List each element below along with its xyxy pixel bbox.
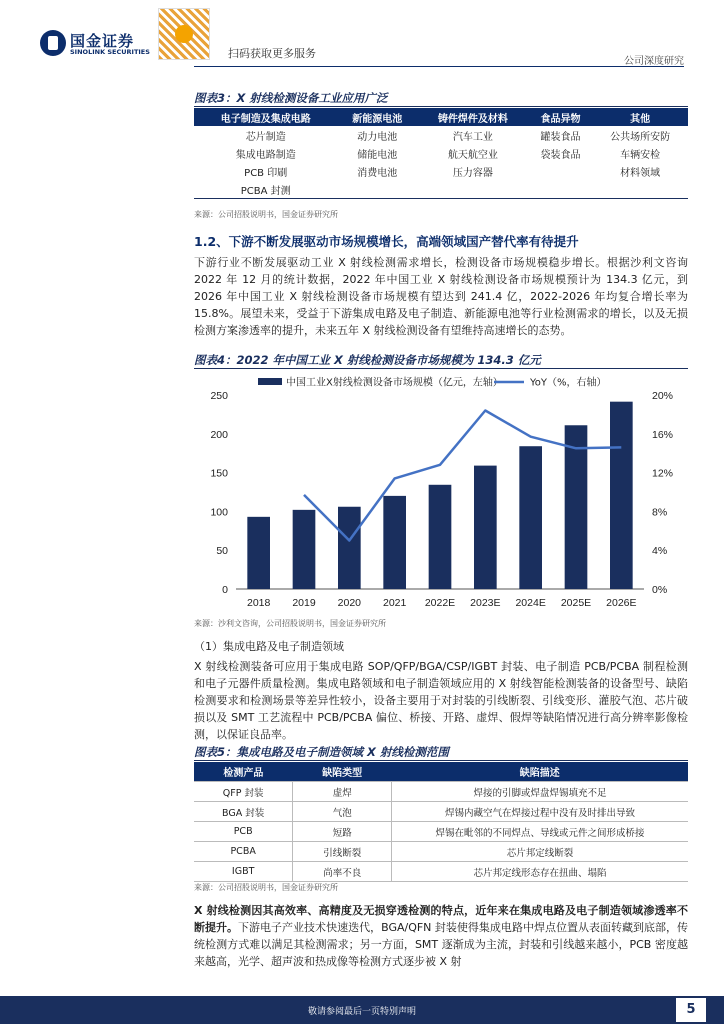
y-right-tick-label: 4% [652,545,668,558]
table-cell: 袋装食品 [540,149,581,161]
logo-english-name: SINOLINK SECURITIES [70,48,150,56]
table-header-cell: 电子制造及集成电路 [194,108,337,126]
table-cell: QFP 封装 [194,782,293,802]
table-row [194,162,688,180]
x-tick-label: 2021 [382,597,407,609]
x-tick-label: 2025E [560,597,592,609]
table-header-cell: 检测产品 [194,762,293,782]
table-cell: 压力容器 [452,167,493,179]
table-row [194,822,688,842]
table-cell: 虚焊 [293,782,392,802]
figure3-table [194,108,688,199]
bar [247,517,270,589]
bar [519,446,542,589]
table-cell: 芯片制造 [245,131,286,143]
figure3-source: 来源：公司招股说明书，国金证券研究所 [194,210,338,219]
bar [383,496,406,589]
table-cell: 尚率不良 [293,862,392,882]
x-tick-label: 2022E [424,597,456,609]
section-heading: 1.2、下游不断发展驱动市场规模增长，高端领域国产替代率有待提升 [194,234,579,249]
table-cell: IGBT [194,862,293,882]
table-cell: 气泡 [293,802,392,822]
subsection-heading: （1）集成电路及电子制造领域 [194,640,344,653]
table-cell: PCB [194,822,293,842]
table-cell: 材料领域 [620,167,661,179]
table-cell: 公共场所安防 [610,131,671,143]
closing-body: 下游电子产业技术快速迭代，BGA/QFN 封装使得集成电路中焊点位置从表面转藏到底部，传统检测方式难以满足其检测需求；另一方面，SMT 逐渐成为主流，封装和引线越来越小，PCB 密度越来越高，光学、超声波和热成像等检测方式逐步被 X 射 [194,921,689,968]
table-cell: 芯片邦定线形态存在扭曲、塌陷 [392,862,688,882]
table-header-cell: 食品异物 [529,108,593,126]
table-cell: 短路 [293,822,392,842]
figure5-table [194,762,688,882]
y-right-tick-label: 8% [652,506,668,519]
table-row [194,802,688,822]
qr-caption: 扫码获取更多服务 [228,47,316,60]
legend-bar-label: 中国工业X射线检测设备市场规模（亿元，左轴） [286,377,503,389]
table-cell: 动力电池 [357,131,398,143]
y-left-tick-label: 250 [210,390,228,402]
table-cell: 航天航空业 [447,149,498,161]
y-left-tick-label: 0 [222,584,228,596]
figure4-title: 图表4：2022 年中国工业 X 射线检测设备市场规模为 134.3 亿元 [194,353,541,367]
header-divider [194,66,684,67]
table-cell [417,180,529,199]
company-logo-icon [40,30,66,56]
closing-bold-lead: X 射线检测因其高效率、高精度及无损穿透检测的特点，近年来在集成电路及电子制造领域渗透率不断提升。 [194,904,688,934]
table-cell: 车辆安检 [620,149,661,161]
y-right-tick-label: 16% [652,428,674,441]
table-header-cell: 缺陷类型 [293,762,392,782]
table-cell: 储能电池 [357,149,398,161]
document-type: 公司深度研究 [624,56,684,67]
table-cell: PCBA [194,842,293,862]
figure5-source: 来源：公司招股说明书，国金证券研究所 [194,883,338,892]
bar [474,466,497,589]
y-left-tick-label: 50 [216,545,228,558]
table-cell: 芯片邦定线断裂 [392,842,688,862]
subsection-paragraph: X 射线检测装备可应用于集成电路 SOP/QFP/BGA/CSP/IGBT 封装、电子制造 PCB/PCBA 制程检测和电子元器件质量检测。集成电路领域和电子制造领域应用的 X 射线智能检测装备的设备型号、缺陷检测要求和检测场景等差异性较小，设备主要用于对封装的引线断裂、引线变形、灌胶气泡、芯片破损以及 SMT 工艺流程中 PCB/PCBA 偏位、桥接、开路、虚焊、假焊等缺陷情况进行高分辨率影像检测，以保证良品率。 [194,660,688,741]
table-cell: 引线断裂 [293,842,392,862]
table-cell: 罐装食品 [540,131,581,143]
closing-paragraph [194,902,688,970]
x-tick-label: 2024E [515,597,546,609]
figure3-title: 图表3：X 射线检测设备工业应用广泛 [194,91,388,105]
y-left-tick-label: 150 [210,467,228,480]
table-cell [529,162,593,180]
table-header-cell: 其他 [592,108,688,126]
table-header-cell: 铸件焊件及材料 [417,108,529,126]
table-header-cell: 缺陷描述 [392,762,688,782]
section-paragraph: 下游行业不断发展驱动工业 X 射线检测需求增长，检测设备市场规模稳步增长。根据沙利文咨询 2022 年 12 月的统计数据，2022 年中国工业 X 射线检测设备市场规模预计为 134.3 亿元，到 2026 年中国工业 X 射线检测设备市场规模有望达到 241.4 亿，2022-2026 年均复合增长率为 15.8%。展望未来，受益于下游集成电路及电子制造、新能源电池等行业检测需求的增长，以及无损检测方案渗透率的提升，未来五年 X 射线检测设备有望维持高速增长的态势。 [194,256,688,337]
x-tick-label: 2018 [246,597,271,609]
legend-bar-swatch [258,378,282,385]
table-row [194,126,688,144]
y-right-tick-label: 12% [652,467,674,480]
bar [610,402,633,589]
bar [338,507,361,589]
table-row [194,862,688,882]
table-row [194,144,688,162]
page-number: 5 [676,998,706,1022]
x-tick-label: 2019 [292,597,316,609]
y-left-tick-label: 100 [210,506,228,519]
table-cell [337,180,417,199]
table-cell: PCB 印刷 [244,167,288,179]
table-cell: 焊锡内藏空气在焊接过程中没有及时排出导致 [392,802,688,822]
bar [429,485,452,589]
table-cell: PCBA 封测 [240,185,291,197]
page-footer [0,996,724,1024]
bar [293,510,316,589]
figure5-title-rule [194,760,688,761]
x-tick-label: 2026E [606,597,637,609]
page-header [0,0,724,68]
table-cell: 焊接的引脚或焊盘焊锡填充不足 [392,782,688,802]
x-tick-label: 2020 [337,597,362,609]
y-right-tick-label: 0% [652,584,668,596]
figure3-title-rule [194,106,688,107]
legend-line-label: YoY（%，右轴） [530,377,607,389]
table-cell: 消费电池 [357,167,398,179]
table-cell: 集成电路制造 [235,149,296,161]
table-cell [592,180,688,199]
footer-disclaimer[interactable]: 敬请参阅最后一页特别声明 [307,1007,416,1017]
figure4-source: 来源：沙利文咨询，公司招股说明书，国金证券研究所 [194,619,386,628]
figure4-title-rule [194,368,688,369]
table-header-cell: 新能源电池 [337,108,417,126]
bar [565,425,588,589]
table-row [194,180,688,199]
y-left-tick-label: 200 [210,428,228,441]
x-tick-label: 2023E [470,597,501,609]
table-row [194,782,688,802]
figure5-title: 图表5：集成电路及电子制造领域 X 射线检测范围 [194,745,449,759]
table-cell: BGA 封装 [194,802,293,822]
table-row [194,842,688,862]
market-size-chart [194,375,688,615]
logo-chinese-name: 国金证券 [70,32,135,50]
table-cell: 汽车工业 [452,131,493,143]
table-cell: 焊锡在毗邻的不同焊点、导线或元件之间形成桥接 [392,822,688,842]
qr-code-icon[interactable] [158,8,210,60]
table-cell [529,180,593,199]
y-right-tick-label: 20% [652,390,674,402]
